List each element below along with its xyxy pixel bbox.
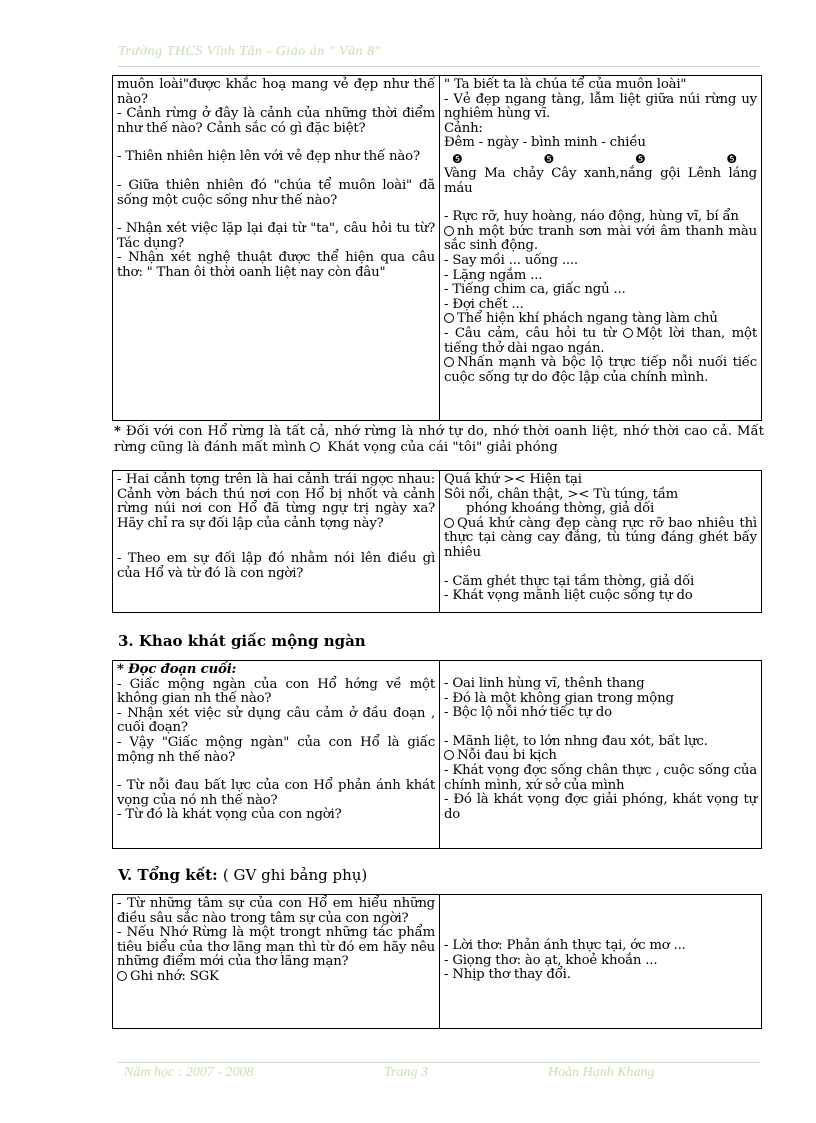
answer: Quá khứ >< Hiện tại (444, 472, 582, 487)
reading-instruction: * Đọc đoạn cuối: (117, 662, 237, 677)
table-row (113, 471, 762, 613)
question: - Vậy "Giấc mộng ngàn" của con Hổ là giấc mộng nh thế nào? (117, 734, 435, 765)
answer (444, 517, 757, 561)
question: - Theo em sự đối lập đó nhằm nói lên điều gì của Hổ và từ đó là con ngời? (117, 551, 435, 581)
table-4-right-cell (440, 895, 762, 1029)
answer: Đêm - ngày - bình minh - chiều (444, 135, 646, 151)
answer (444, 749, 757, 764)
answer: - Đó là khát vọng đợc giải phóng, khát vọng tự do (444, 792, 757, 822)
table-3 (112, 660, 762, 849)
question: muôn loài"được khắc hoạ mang vẻ đẹp như thế nào? (117, 77, 435, 107)
answer: - Rực rỡ, huy hoàng, náo động, hùng vĩ, bí ẩn (444, 209, 739, 225)
question: - Cảnh rừng ở đây là cảnh của những thời điểm như thế nào? Cảnh sắc có gì đặc biệt? (117, 106, 435, 136)
arrow-ring-icon (444, 357, 454, 367)
table-1 (112, 75, 762, 421)
table-4 (112, 894, 762, 1029)
answer: - Giọng thơ: ào ạt, khoẻ khoắn ... (444, 952, 658, 968)
answer: - Đợi chết ... (444, 296, 524, 312)
summary-note (114, 424, 764, 456)
table-2 (112, 470, 762, 613)
answer (444, 327, 757, 356)
question: - Nhận xét việc lặp lại đại từ "ta", câu hỏi tu từ? Tác dụng? (117, 221, 435, 251)
table-row (113, 895, 762, 1029)
table-1-left-cell (113, 76, 440, 421)
answer-text: nh một bức tranh sơn mài với âm thanh màu sắc sinh động. (444, 223, 757, 254)
answer (444, 225, 757, 254)
note-text: Đối với con Hổ rừng là tất cả, nhớ rừng là nhớ tự do, nhớ thời oanh liệt, nhớ thời cao cả. Mất rừng cũng là đánh mất mình (114, 424, 764, 455)
note-text: Khát vọng của cái "tôi" giải phóng (327, 440, 558, 455)
answer: - Lời thơ: Phản ánh thực tại, ớc mơ ... (444, 938, 686, 953)
table-3-left-cell (113, 661, 440, 849)
arrow-mark-icon: ❺ (726, 151, 737, 166)
page-header: Trường THCS Vĩnh Tân - Giáo án " Văn 8" (118, 44, 382, 59)
answer: - Căm ghét thực tại tầm thờng, giả dối (444, 573, 695, 589)
answer: - Khát vọng mãnh liệt cuộc sống tự do (444, 588, 693, 604)
answer: - Đó là một không gian trong mộng (444, 690, 674, 706)
answer: phóng khoáng thờng, giả dối (466, 501, 655, 517)
footer-divider (118, 1062, 760, 1063)
arrow-mark-icon: ❺ (634, 151, 646, 166)
section-3-title: 3. Khao khát giấc mộng ngàn (118, 632, 366, 650)
note-star: * (114, 424, 121, 439)
table-2-left-cell (113, 471, 440, 613)
answer: - Vẻ đẹp ngang tàng, lẫm liệt giữa núi rừng uy nghiêm hùng vĩ. (444, 91, 757, 122)
answer-text: Nhấn mạnh và bộc lộ trực tiếp nỗi nuối tiếc cuộc sống tự do độc lập của chính mình. (444, 355, 757, 385)
section-5-subtitle: ( GV ghi bảng phụ) (222, 866, 368, 884)
footer-page: Trang 3 (384, 1065, 428, 1080)
question: - Thiên nhiên hiện lên với vẻ đẹp như thế nào? (117, 149, 420, 165)
table-3-right-cell (440, 661, 762, 849)
answer: Vàng Ma chảy Cây xanh,nắng gội Lênh láng máu (444, 165, 757, 196)
question: - Từ đó là khát vọng của con ngời? (117, 807, 342, 823)
note (117, 970, 435, 985)
arrow-ring-icon (623, 328, 633, 338)
question: - Nhận xét nghệ thuật được thể hiện qua câu thơ: " Than ôi thời oanh liệt nay còn đâu" (117, 250, 435, 280)
answer (444, 312, 757, 327)
table-row (113, 76, 762, 421)
table-2-right-cell (440, 471, 762, 613)
answer: - Lặng ngắm ... (444, 267, 543, 283)
arrow-ring-icon (444, 518, 454, 528)
answer: - Say mồi ... uống .... (444, 252, 578, 268)
answer: - Mãnh liệt, to lớn nhng đau xót, bất lực. (444, 733, 708, 749)
arrow-ring-icon (117, 971, 127, 981)
arrow-mark-icon: ❺ (543, 151, 555, 166)
arrow-mark-icon: ❺ (452, 151, 463, 166)
question: - Nếu Nhớ Rừng là một trongt những tác phẩm tiêu biểu của thơ lãng mạn thì từ đó em hãy nêu những điểm mới của thơ lãng mạn? (117, 925, 435, 970)
answer-text: Quá khứ càng đẹp càng rực rỡ bao nhiêu thì thực tại càng cay đắng, tù túng đáng ghét bấy nhiêu (444, 515, 757, 560)
question: - Giữa thiên nhiên đó "chúa tể muôn loài" đã sống một cuộc sống như thế nào? (117, 177, 435, 208)
question: - Giấc mộng ngàn của con Hổ hớng về một không gian nh thế nào? (117, 676, 435, 707)
answer: - Bộc lộ nỗi nhớ tiếc tự do (444, 705, 612, 721)
answer: Sôi nổi, chân thật, >< Tù túng, tầm (444, 486, 679, 502)
answer: - Oai linh hùng vĩ, thênh thang (444, 676, 645, 691)
answer: - Nhịp thơ thay đổi. (444, 967, 571, 983)
footer-author: Hoàn Hạnh Khang (548, 1065, 655, 1080)
arrow-ring-icon (444, 750, 454, 760)
arrow-ring-icon (444, 313, 454, 323)
table-4-left-cell (113, 895, 440, 1029)
table-1-right-cell (440, 76, 762, 421)
note-text: Ghi nhớ: SGK (130, 968, 219, 984)
answer: " Ta biết ta là chúa tể của muôn loài" (444, 77, 687, 92)
question: - Từ nỗi đau bất lực của con Hổ phản ánh khát vọng của nó nh thế nào? (117, 778, 435, 808)
header-divider (118, 66, 760, 67)
answer: - Tiếng chim ca, giấc ngủ ... (444, 282, 626, 298)
question: - Hai cảnh tợng trên là hai cảnh trái ngợc nhau: Cảnh vờn bách thú nơi con Hổ bị nhốt và cảnh rừng núi nơi con Hổ đã từng ngự trị ngày xa? Hãy chỉ ra sự đối lập của cảnh tợng này? (117, 472, 435, 531)
answer-text: Một lời than, một tiếng thở dài ngao ngán. (444, 325, 757, 356)
arrow-marks (444, 151, 757, 167)
arrow-ring-icon (310, 442, 320, 452)
footer-year: Năm học : 2007 - 2008 (124, 1065, 254, 1080)
question: - Nhận xét việc sử dụng câu cảm ở đầu đoạn , cuối đoạn? (117, 705, 435, 736)
answer-text: - Câu cảm, câu hỏi tu từ (444, 325, 617, 341)
answer-text: Thể hiện khí phách ngang tàng làm chủ (457, 311, 718, 327)
question: - Từ những tâm sự của con Hổ em hiểu những điều sâu sắc nào trong tâm sự của con ngời? (117, 896, 435, 926)
section-5-heading: V. Tổng kết: (118, 866, 218, 884)
table-row (113, 661, 762, 849)
section-5-title (118, 866, 367, 884)
answer: - Khát vọng đợc sống chân thực , cuộc sống của chính mình, xứ sở của mình (444, 762, 757, 793)
answer: Cảnh: (444, 120, 483, 136)
arrow-ring-icon (444, 226, 454, 236)
answer-text: Nỗi đau bi kịch (457, 748, 557, 764)
answer (444, 356, 757, 385)
